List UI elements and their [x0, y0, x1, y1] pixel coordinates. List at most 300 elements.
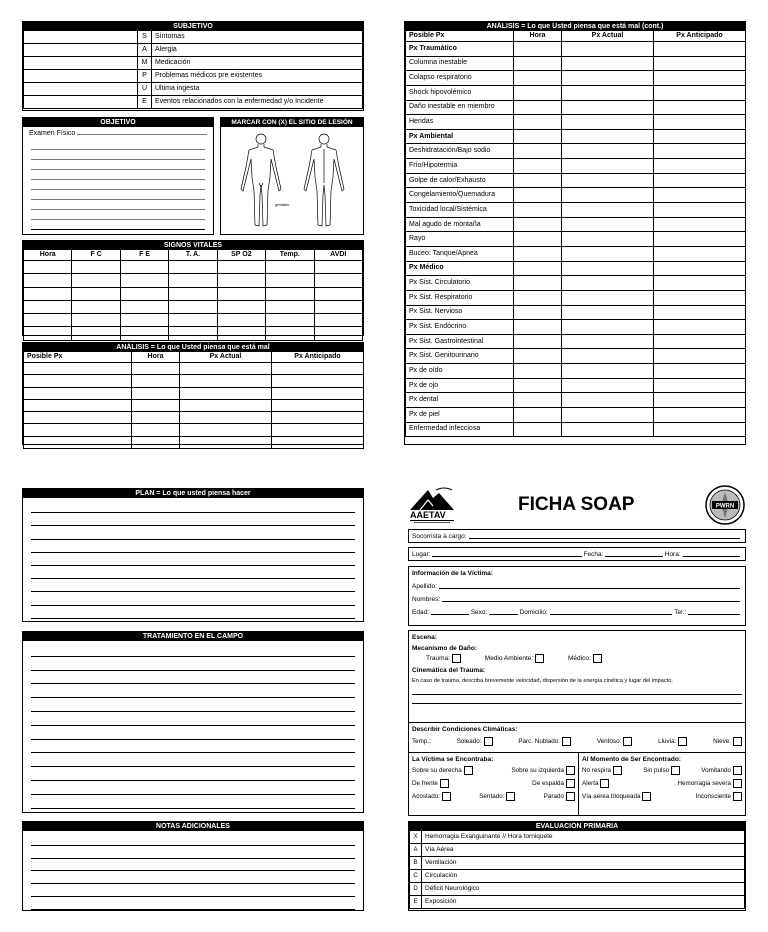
- subjetivo-answer-cell[interactable]: [24, 44, 138, 57]
- escena-section: [408, 630, 746, 816]
- check-checkbox[interactable]: [733, 779, 742, 788]
- write-line[interactable]: [31, 740, 355, 754]
- analisis-cell[interactable]: [24, 363, 132, 375]
- analisis-cell[interactable]: [562, 100, 654, 115]
- check-checkbox[interactable]: [440, 779, 449, 788]
- signos-row: [24, 274, 363, 287]
- write-line[interactable]: [31, 897, 355, 910]
- evaluacion-letter: B: [410, 857, 422, 870]
- analisis-cell[interactable]: [514, 320, 562, 335]
- analisis-header: Px Anticipado: [654, 31, 746, 42]
- signos-row: [24, 287, 363, 300]
- analisis-cell[interactable]: [180, 399, 272, 411]
- analisis-cell[interactable]: [24, 436, 132, 448]
- analisis-cell[interactable]: [654, 159, 746, 174]
- analisis-cell[interactable]: [132, 399, 180, 411]
- analisis-cell[interactable]: [654, 408, 746, 423]
- analisis-row: [406, 320, 746, 335]
- analisis-cell[interactable]: [514, 203, 562, 218]
- medico-checkbox[interactable]: [593, 654, 602, 663]
- analisis-cell[interactable]: [654, 56, 746, 71]
- analisis-cell[interactable]: [514, 129, 562, 144]
- analisis-cell[interactable]: [562, 408, 654, 423]
- check-option-label: Sin pulso: [643, 767, 670, 774]
- analisis-row: [406, 42, 746, 57]
- victima-enc-title: La Víctima se Encontraba:: [412, 756, 494, 763]
- mecanismo-label: Mecanismo de Daño:: [412, 645, 478, 652]
- write-line[interactable]: [31, 526, 355, 539]
- objetivo-lines[interactable]: [23, 140, 213, 230]
- check-checkbox[interactable]: [642, 792, 651, 801]
- analisis-cell[interactable]: [654, 320, 746, 335]
- analisis-cell[interactable]: [562, 115, 654, 130]
- clima-option-label: Lluvia:: [658, 738, 677, 745]
- subjetivo-answer-cell[interactable]: [24, 70, 138, 83]
- check-checkbox[interactable]: [566, 779, 575, 788]
- analisis-row: [406, 115, 746, 130]
- analisis-cell[interactable]: [24, 387, 132, 399]
- analisis-cell[interactable]: [654, 85, 746, 100]
- analisis-row: [406, 261, 746, 276]
- subjetivo-letter: U: [138, 83, 152, 96]
- write-line[interactable]: [31, 671, 355, 685]
- signos-cell[interactable]: [217, 327, 265, 340]
- check-option: [582, 791, 651, 803]
- analisis-cell[interactable]: [514, 422, 562, 437]
- analisis-cell[interactable]: [562, 85, 654, 100]
- analisis-row: [406, 188, 746, 203]
- signos-cell[interactable]: [120, 287, 168, 300]
- analisis-cell[interactable]: [562, 188, 654, 203]
- tel-label: Tel.:: [674, 609, 687, 616]
- signos-row: [24, 314, 363, 327]
- signos-cell[interactable]: [266, 300, 314, 313]
- subjetivo-answer-cell[interactable]: [24, 83, 138, 96]
- analisis-row-label: Px Traumático: [406, 42, 514, 57]
- subjetivo-answer-cell[interactable]: [24, 57, 138, 70]
- clima-checkbox[interactable]: [678, 737, 687, 746]
- analisis-cell[interactable]: [514, 217, 562, 232]
- edad-label: Edad:: [412, 609, 429, 616]
- analisis-cell[interactable]: [514, 173, 562, 188]
- evaluacion-label[interactable]: Circulación: [422, 870, 745, 883]
- analisis-cell[interactable]: [562, 349, 654, 364]
- analisis-cell[interactable]: [132, 412, 180, 424]
- analisis-cell[interactable]: [562, 305, 654, 320]
- analisis-cell[interactable]: [132, 436, 180, 448]
- signos-cell[interactable]: [217, 287, 265, 300]
- check-option: [412, 778, 449, 790]
- analisis-cell[interactable]: [654, 246, 746, 261]
- evaluacion-letter: A: [410, 844, 422, 857]
- analisis-cell[interactable]: [562, 203, 654, 218]
- signos-cell[interactable]: [169, 300, 217, 313]
- signos-cell[interactable]: [120, 274, 168, 287]
- write-line[interactable]: [31, 643, 355, 657]
- evaluacion-row: [410, 844, 745, 857]
- analisis-row: [406, 364, 746, 379]
- analisis-row-label: Px Sist. Gastrointestinal: [406, 334, 514, 349]
- analisis-cell[interactable]: [514, 261, 562, 276]
- signos-header-row: [24, 250, 363, 261]
- write-line[interactable]: [31, 781, 355, 795]
- analisis-cell[interactable]: [654, 364, 746, 379]
- momento-title: Al Momento de Ser Encontrado:: [582, 756, 681, 763]
- analisis-row: [406, 393, 746, 408]
- subjetivo-label: Medicación: [152, 57, 363, 70]
- write-line[interactable]: [31, 753, 355, 767]
- check-checkbox[interactable]: [733, 792, 742, 801]
- signos-cell[interactable]: [314, 274, 362, 287]
- clima-option: [457, 736, 493, 748]
- datos-field[interactable]: [412, 608, 742, 617]
- analisis-cell[interactable]: [272, 412, 364, 424]
- lesion-title: MARCAR CON (X) EL SITIO DE LESIÓN: [221, 118, 363, 127]
- write-line[interactable]: [31, 846, 355, 859]
- subjetivo-row: [24, 96, 363, 109]
- analisis-cell[interactable]: [514, 246, 562, 261]
- write-line[interactable]: [31, 566, 355, 579]
- check-option: [511, 765, 575, 777]
- tratamiento-title: TRATAMIENTO EN EL CAMPO: [23, 632, 363, 641]
- signos-header: F C: [72, 250, 120, 261]
- clima-option-label: Ventoso:: [596, 738, 622, 745]
- analisis-cell[interactable]: [654, 378, 746, 393]
- analisis-cell[interactable]: [654, 276, 746, 291]
- analisis-cell[interactable]: [514, 290, 562, 305]
- nombres-field[interactable]: [412, 595, 742, 604]
- write-line[interactable]: [31, 712, 355, 726]
- analisis-cell[interactable]: [562, 378, 654, 393]
- analisis-cell[interactable]: [562, 159, 654, 174]
- check-checkbox[interactable]: [566, 766, 575, 775]
- analisis-row: [406, 85, 746, 100]
- analisis-cell[interactable]: [654, 42, 746, 57]
- signos-cell[interactable]: [72, 300, 120, 313]
- signos-cell[interactable]: [120, 300, 168, 313]
- analisis-cell[interactable]: [132, 387, 180, 399]
- signos-cell[interactable]: [314, 261, 362, 274]
- analisis-cell[interactable]: [514, 71, 562, 86]
- subjetivo-letter: S: [138, 31, 152, 44]
- analisis-cell[interactable]: [24, 424, 132, 436]
- analisis-cell[interactable]: [514, 276, 562, 291]
- signos-cell[interactable]: [266, 314, 314, 327]
- evaluacion-label[interactable]: Déficit Neurológico: [422, 883, 745, 896]
- check-row: [582, 778, 742, 790]
- signos-cell[interactable]: [24, 314, 72, 327]
- signos-cell[interactable]: [169, 274, 217, 287]
- check-option: [412, 765, 473, 777]
- clima-checkbox[interactable]: [562, 737, 571, 746]
- evaluacion-letter: D: [410, 883, 422, 896]
- analisis-cell[interactable]: [562, 334, 654, 349]
- analisis-cell[interactable]: [654, 334, 746, 349]
- analisis-header-row: [406, 31, 746, 42]
- write-line[interactable]: [31, 859, 355, 872]
- write-line[interactable]: [31, 795, 355, 809]
- analisis-cell[interactable]: [514, 232, 562, 247]
- analisis-row: [406, 100, 746, 115]
- analisis-cell[interactable]: [654, 188, 746, 203]
- check-option-label: Vomitando: [701, 767, 731, 774]
- clima-checkbox[interactable]: [623, 737, 632, 746]
- signos-cell[interactable]: [266, 327, 314, 340]
- check-checkbox[interactable]: [442, 792, 451, 801]
- evaluacion-letter: C: [410, 870, 422, 883]
- analisis-cell[interactable]: [180, 363, 272, 375]
- signos-cell[interactable]: [169, 261, 217, 274]
- signos-cell[interactable]: [314, 287, 362, 300]
- analisis-cell[interactable]: [24, 412, 132, 424]
- plan-title: PLAN = Lo que usted piensa hacer: [23, 489, 363, 498]
- signos-cell[interactable]: [72, 314, 120, 327]
- write-line[interactable]: [31, 657, 355, 671]
- write-line[interactable]: [31, 698, 355, 712]
- signos-cell[interactable]: [217, 261, 265, 274]
- evaluacion-row: [410, 857, 745, 870]
- analisis-row: [24, 387, 364, 399]
- analisis-cell[interactable]: [514, 334, 562, 349]
- analisis-cell[interactable]: [24, 375, 132, 387]
- analisis-cell[interactable]: [562, 217, 654, 232]
- analisis-cell[interactable]: [654, 100, 746, 115]
- analisis-cell[interactable]: [514, 100, 562, 115]
- check-option-label: Sobre su izquierda: [511, 767, 564, 774]
- analisis-cell[interactable]: [654, 349, 746, 364]
- analisis-cell[interactable]: [654, 115, 746, 130]
- cinematica-lines[interactable]: [412, 686, 742, 704]
- write-line[interactable]: [31, 833, 355, 846]
- analisis-cell[interactable]: [562, 276, 654, 291]
- write-line[interactable]: [31, 726, 355, 740]
- analisis-row: [406, 422, 746, 437]
- victima-section: [408, 566, 746, 626]
- analisis-cell[interactable]: [132, 363, 180, 375]
- signos-cell[interactable]: [169, 327, 217, 340]
- analisis-row: [406, 71, 746, 86]
- subjetivo-answer-cell[interactable]: [24, 31, 138, 44]
- write-line[interactable]: [31, 592, 355, 605]
- check-checkbox[interactable]: [671, 766, 680, 775]
- analisis-cell[interactable]: [562, 261, 654, 276]
- notas-lines[interactable]: [23, 831, 363, 912]
- signos-cell[interactable]: [314, 300, 362, 313]
- write-line[interactable]: [31, 500, 355, 513]
- analisis-cell[interactable]: [132, 375, 180, 387]
- analisis-cell[interactable]: [514, 393, 562, 408]
- trauma-checkbox[interactable]: [452, 654, 461, 663]
- analisis-cell[interactable]: [272, 375, 364, 387]
- signos-cell[interactable]: [217, 314, 265, 327]
- subjetivo-answer-cell[interactable]: [24, 96, 138, 109]
- analisis-cell[interactable]: [654, 290, 746, 305]
- analisis-cell[interactable]: [562, 42, 654, 57]
- analisis-cell[interactable]: [514, 159, 562, 174]
- signos-cell[interactable]: [72, 327, 120, 340]
- socorrista-label: Socorrista a cargo:: [412, 533, 467, 540]
- objetivo-title: OBJETIVO: [23, 118, 213, 127]
- analisis-cell[interactable]: [654, 71, 746, 86]
- analisis-cell[interactable]: [654, 393, 746, 408]
- signos-cell[interactable]: [314, 327, 362, 340]
- check-checkbox[interactable]: [464, 766, 473, 775]
- evaluacion-label[interactable]: Ventilación: [422, 857, 745, 870]
- signos-cell[interactable]: [120, 314, 168, 327]
- evaluacion-label[interactable]: Exposición: [422, 896, 745, 909]
- evaluacion-row: [410, 896, 745, 909]
- write-line[interactable]: [31, 579, 355, 592]
- analisis-cell[interactable]: [180, 424, 272, 436]
- evaluacion-label[interactable]: Vía Aérea: [422, 844, 745, 857]
- write-line[interactable]: [31, 684, 355, 698]
- analisis-cell[interactable]: [514, 56, 562, 71]
- analisis-cell[interactable]: [654, 305, 746, 320]
- analisis-cell[interactable]: [562, 56, 654, 71]
- analisis-cell[interactable]: [654, 203, 746, 218]
- analisis-cell[interactable]: [654, 232, 746, 247]
- analisis-cell[interactable]: [562, 290, 654, 305]
- signos-cell[interactable]: [314, 314, 362, 327]
- body-diagram[interactable]: [221, 127, 363, 234]
- analisis-cell[interactable]: [180, 412, 272, 424]
- analisis-cell[interactable]: [180, 436, 272, 448]
- signos-cell[interactable]: [266, 287, 314, 300]
- signos-cell[interactable]: [266, 261, 314, 274]
- check-option-label: De frente: [412, 780, 438, 787]
- analisis-row-label: Golpe de calor/Exhausto: [406, 173, 514, 188]
- signos-cell[interactable]: [72, 261, 120, 274]
- evaluacion-table: [409, 830, 745, 909]
- analisis-cell[interactable]: [272, 387, 364, 399]
- analisis-cell[interactable]: [514, 188, 562, 203]
- check-checkbox[interactable]: [566, 792, 575, 801]
- write-line[interactable]: [31, 767, 355, 781]
- analisis-cell[interactable]: [562, 364, 654, 379]
- write-line[interactable]: [31, 884, 355, 897]
- analisis-cell[interactable]: [514, 305, 562, 320]
- apellido-field[interactable]: [412, 582, 742, 591]
- tratamiento-section: [22, 631, 364, 813]
- analisis-cell[interactable]: [654, 144, 746, 159]
- signos-cell[interactable]: [169, 287, 217, 300]
- analisis-cell[interactable]: [654, 129, 746, 144]
- analisis-cell[interactable]: [654, 422, 746, 437]
- analisis-cell[interactable]: [514, 42, 562, 57]
- signos-cell[interactable]: [120, 261, 168, 274]
- signos-cell[interactable]: [217, 274, 265, 287]
- analisis-cell[interactable]: [514, 408, 562, 423]
- check-checkbox[interactable]: [600, 779, 609, 788]
- tratamiento-lines[interactable]: [23, 641, 363, 811]
- analisis-cell[interactable]: [562, 71, 654, 86]
- check-checkbox[interactable]: [613, 766, 622, 775]
- analisis-table: [23, 351, 364, 449]
- analisis-cell[interactable]: [562, 422, 654, 437]
- write-line[interactable]: [31, 513, 355, 526]
- write-line[interactable]: [31, 606, 355, 619]
- analisis-cell[interactable]: [562, 393, 654, 408]
- analisis-row: [406, 203, 746, 218]
- check-checkbox[interactable]: [733, 766, 742, 775]
- evaluacion-label[interactable]: Hemorragia Exanguinante // Hora torniquete: [422, 831, 745, 844]
- analisis-cell[interactable]: [654, 261, 746, 276]
- analisis-cell[interactable]: [272, 424, 364, 436]
- signos-cell[interactable]: [24, 300, 72, 313]
- subjetivo-row: [24, 70, 363, 83]
- analisis-cell[interactable]: [514, 144, 562, 159]
- signos-cell[interactable]: [169, 314, 217, 327]
- analisis-cell[interactable]: [514, 349, 562, 364]
- medio-checkbox[interactable]: [535, 654, 544, 663]
- analisis-cell[interactable]: [562, 144, 654, 159]
- analisis-cell[interactable]: [654, 217, 746, 232]
- subjetivo-label: Alergia: [152, 44, 363, 57]
- signos-cell[interactable]: [217, 300, 265, 313]
- analisis-cell[interactable]: [514, 378, 562, 393]
- analisis-cell[interactable]: [180, 387, 272, 399]
- analisis-cell[interactable]: [654, 173, 746, 188]
- analisis-cont-section: [404, 21, 746, 445]
- analisis-cell[interactable]: [132, 424, 180, 436]
- clima-title: Describir Condiciones Climáticas:: [412, 726, 518, 733]
- signos-header: AVDI: [314, 250, 362, 261]
- signos-cell[interactable]: [24, 327, 72, 340]
- clima-checkbox[interactable]: [484, 737, 493, 746]
- signos-cell[interactable]: [24, 274, 72, 287]
- check-option-label: Sobre su derecha: [412, 767, 462, 774]
- signos-title: SIGNOS VITALES: [23, 241, 363, 250]
- write-line[interactable]: [31, 540, 355, 553]
- check-checkbox[interactable]: [506, 792, 515, 801]
- analisis-cell[interactable]: [272, 363, 364, 375]
- analisis-cell[interactable]: [562, 246, 654, 261]
- signos-cell[interactable]: [24, 261, 72, 274]
- lesion-section: [220, 117, 364, 235]
- subjetivo-label: Síntomas: [152, 31, 363, 44]
- analisis-cell[interactable]: [24, 399, 132, 411]
- analisis-header: Hora: [132, 352, 180, 363]
- analisis-cell[interactable]: [514, 85, 562, 100]
- check-option: [544, 791, 575, 803]
- check-option: [696, 791, 742, 803]
- analisis-cell[interactable]: [272, 436, 364, 448]
- lugar-label: Lugar:: [412, 551, 431, 558]
- write-line[interactable]: [31, 871, 355, 884]
- analisis-cell[interactable]: [180, 375, 272, 387]
- clima-checkbox[interactable]: [733, 737, 742, 746]
- evaluacion-row: [410, 831, 745, 844]
- signos-cell[interactable]: [24, 287, 72, 300]
- analisis-cell[interactable]: [562, 320, 654, 335]
- plan-lines[interactable]: [23, 498, 363, 621]
- analisis-cell[interactable]: [514, 364, 562, 379]
- check-option-label: Hemorragia severa: [677, 780, 731, 787]
- analisis-row: [406, 349, 746, 364]
- write-line[interactable]: [31, 553, 355, 566]
- analisis-cell[interactable]: [562, 232, 654, 247]
- signos-cell[interactable]: [266, 274, 314, 287]
- lugar-row[interactable]: [408, 547, 746, 561]
- analisis-cell[interactable]: [562, 173, 654, 188]
- signos-cell[interactable]: [72, 274, 120, 287]
- analisis-cell[interactable]: [272, 399, 364, 411]
- analisis-cell[interactable]: [514, 115, 562, 130]
- analisis-cell[interactable]: [562, 129, 654, 144]
- signos-cell[interactable]: [72, 287, 120, 300]
- socorrista-row[interactable]: [408, 529, 746, 543]
- signos-cell[interactable]: [120, 327, 168, 340]
